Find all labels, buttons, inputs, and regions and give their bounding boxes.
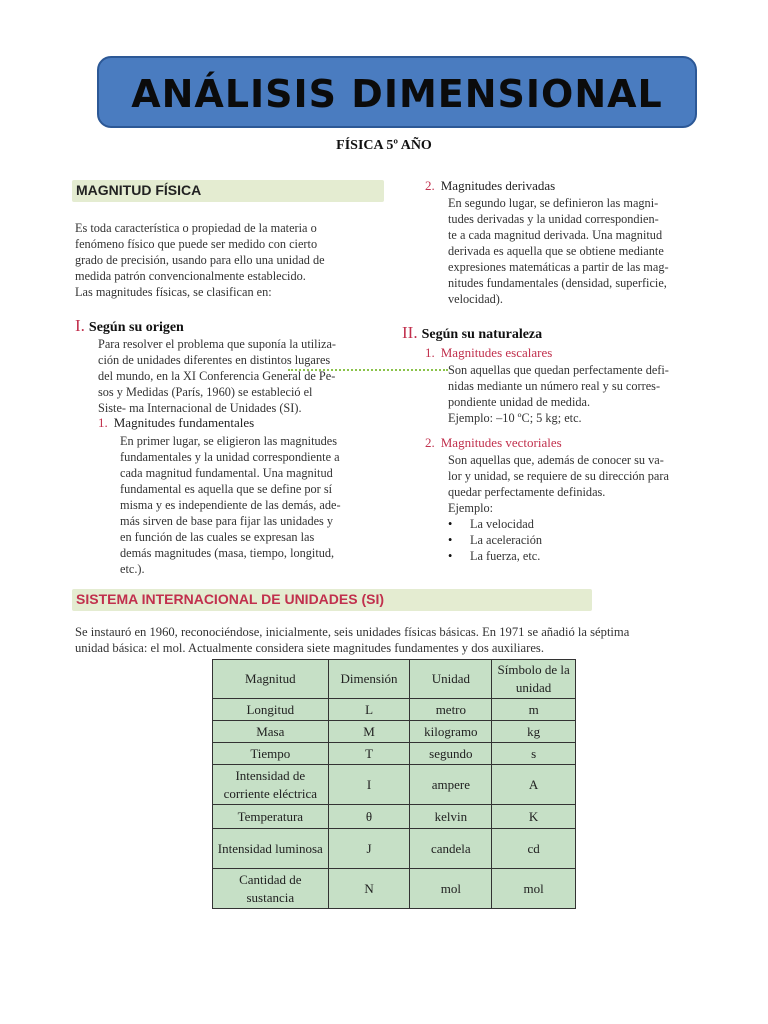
table-row: Longitud L metro m (213, 699, 576, 721)
col-header: Magnitud (213, 660, 329, 699)
page-title: ANÁLISIS DIMENSIONAL (131, 72, 663, 116)
table-row: Intensidad luminosa J candela cd (213, 829, 576, 869)
section-heading: MAGNITUD FÍSICA (76, 182, 202, 198)
intro-paragraph: Es toda característica o propiedad de la materia o fenómeno físico que puede ser medido con cierto grado de precisión, usando para ello una unidad de medida patrón convencionalmente establecido. Las magnitudes físicas, se clasifican en: (75, 221, 325, 299)
heading-vectoriales: 2. Magnitudes vectoriales (425, 435, 562, 450)
table-row: Intensidad de corriente eléctrica I ampere A (213, 765, 576, 805)
list-item: • La fuerza, etc. (448, 548, 542, 564)
vectoriales-examples (448, 516, 542, 564)
heading-escalares: 1. Magnitudes escalares (425, 345, 553, 360)
dotted-connector (288, 369, 448, 371)
col-header: Dimensión (328, 660, 410, 699)
list-item: • La aceleración (448, 532, 542, 548)
heading-naturaleza: II. Según su naturaleza (402, 323, 543, 342)
section-heading: SISTEMA INTERNACIONAL DE UNIDADES (SI) (76, 591, 385, 607)
col-header: Unidad (410, 660, 492, 699)
col-header: Símbolo de la unidad (492, 660, 576, 699)
heading-derivadas: 2. Magnitudes derivadas (425, 178, 556, 193)
fundamentales-paragraph: En primer lugar, se eligieron las magnitudes fundamentales y la unidad correspondiente a cada magnitud fundamental. Una magnitud fundamental es aquella que se define por sí misma y es independiente de las demás, ade- más sirven de base para fijar las unidades y en función de las cuales se expresan las demás magnitudes (masa, tiempo, longitud, etc.). (120, 434, 341, 576)
section-si (72, 589, 592, 611)
list-item: • La velocidad (448, 516, 542, 532)
si-units-table (212, 659, 576, 909)
si-paragraph: Se instauró en 1960, reconociéndose, inicialmente, seis unidades físicas básicas. En 1971 se añadió la séptima unidad básica: el mol. Actualmente considera siete magnitudes fundamentes y dos auxiliares. (75, 625, 630, 655)
table-row: Cantidad de sustancia N mol mol (213, 869, 576, 909)
section-magnitud-fisica (72, 180, 384, 202)
origen-paragraph: Para resolver el problema que suponía la utiliza- ción de unidades diferentes en distintos lugares del mundo, en la XI Conferencia General de Pe- sos y Medidas (París, 1960) se estableció el Siste- ma Internacional de Unidades (SI). (98, 337, 336, 415)
table-row: Temperatura θ kelvin K (213, 805, 576, 829)
table-header-row (213, 660, 576, 699)
page-subtitle: FÍSICA 5º AÑO (336, 138, 432, 153)
table-row: Masa M kilogramo kg (213, 721, 576, 743)
table-row: Tiempo T segundo s (213, 743, 576, 765)
vectoriales-paragraph: Son aquellas que, además de conocer su va- lor y unidad, se requiere de su dirección para quedar perfectamente definidas. Ejemplo: (448, 453, 669, 515)
title-banner (97, 56, 697, 128)
heading-fundamentales: 1. Magnitudes fundamentales (98, 415, 255, 430)
derivadas-paragraph: En segundo lugar, se definieron las magni- tudes derivadas y la unidad correspondien- te a cada magnitud derivada. Una magnitud derivada es aquella que se obtiene mediante expresiones matemáticas a partir de las mag- nitudes fundamentales (densidad, superficie, velocidad). (448, 196, 669, 306)
escalares-paragraph: Son aquellas que quedan perfectamente defi- nidas mediante un número real y su corres- pondiente unidad de medida. Ejemplo: –10 ºC; 5 kg; etc. (448, 363, 669, 425)
heading-origen: I. Según su origen (75, 316, 184, 335)
